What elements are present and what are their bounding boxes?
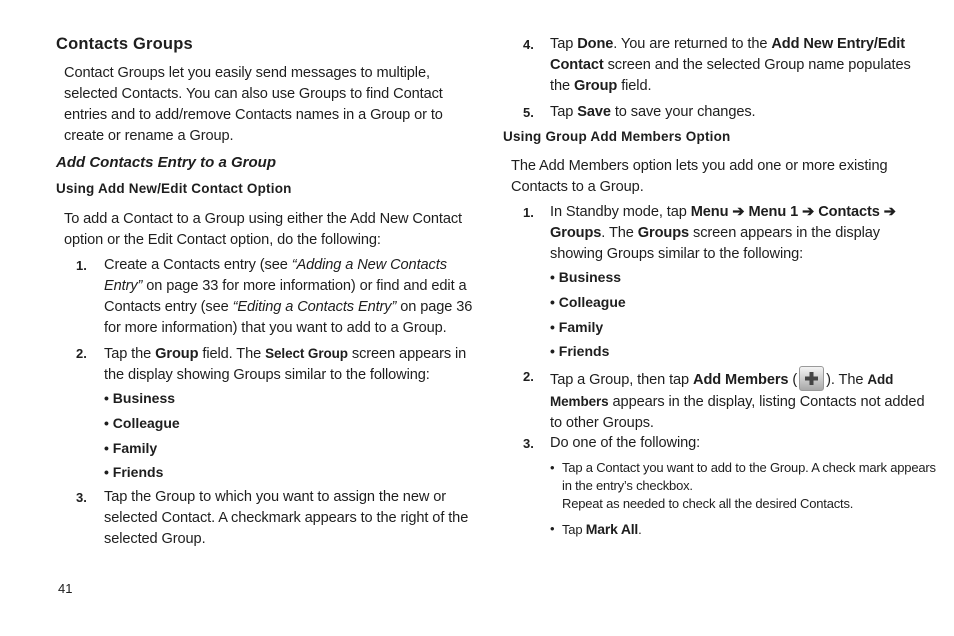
- text: Tap: [550, 104, 578, 120]
- option-heading: Using Group Add Members Option: [503, 129, 731, 144]
- ui-term: Edit: [877, 36, 905, 52]
- text: In Standby mode, tap: [550, 204, 691, 220]
- arrow-icon: ➔: [879, 204, 896, 220]
- list-item: • Friends: [104, 464, 164, 480]
- text: Tap the Group to which you want to assign the new or: [104, 489, 447, 505]
- ui-term: Mark All: [585, 521, 639, 537]
- list-item: • Family: [550, 319, 604, 335]
- option-intro: [64, 209, 462, 251]
- text: on page 36: [396, 299, 473, 315]
- text: (: [788, 372, 798, 388]
- text: . The: [601, 225, 638, 241]
- group-name: Friends: [112, 464, 164, 480]
- sub-bullet: •: [550, 460, 555, 475]
- group-name: Friends: [558, 343, 610, 359]
- text: the display showing Groups similar to the following:: [104, 367, 430, 383]
- text: field. The: [198, 346, 266, 362]
- step-number: 2.: [76, 346, 87, 361]
- text: Contacts entry (see: [104, 299, 233, 315]
- ui-term: Add Members: [693, 372, 789, 388]
- text: screen appears in the display: [689, 225, 880, 241]
- text: Tap a Contact you want to add to the Group. A check mark appears: [562, 460, 936, 475]
- group-name: Business: [112, 390, 176, 406]
- text: .: [638, 522, 642, 537]
- list-item: • Business: [550, 269, 622, 285]
- intro-line: Contact Groups let you easily send messages to multiple,: [64, 65, 430, 81]
- ui-term: Groups: [637, 225, 690, 241]
- ui-term: Group: [573, 78, 618, 94]
- text: for more information) that you want to add to a Group.: [104, 320, 447, 336]
- text: to save your changes.: [610, 104, 756, 120]
- step-number: 2.: [523, 369, 534, 384]
- text: selected Contact. A checkmark appears to the right of the: [104, 510, 469, 526]
- text: on page 33 for more information) or find and edit a: [142, 278, 467, 294]
- page-number: 41: [58, 581, 73, 596]
- intro-line: entries and to add/remove Contacts names in a Group or to: [64, 107, 443, 123]
- text: showing Groups similar to the following:: [550, 246, 804, 262]
- step-3: [550, 433, 700, 454]
- group-name: Colleague: [558, 294, 626, 310]
- ui-term: Select Group: [265, 346, 348, 361]
- step-number: 1.: [76, 258, 87, 273]
- text: appears in the display, listing Contacts not added: [608, 394, 925, 410]
- list-item: • Friends: [550, 343, 610, 359]
- text: /: [873, 36, 878, 52]
- step-4: [550, 34, 911, 97]
- step-3: [104, 487, 468, 550]
- add-members-button-icon: [799, 366, 824, 391]
- intro-line: create or rename a Group.: [64, 128, 234, 144]
- text: . You are returned to the: [613, 36, 772, 52]
- ui-term: Save: [577, 104, 611, 120]
- arrow-icon: ➔: [798, 204, 819, 220]
- sub-bullet-text: [562, 520, 642, 539]
- text: Do one of the following:: [550, 435, 701, 451]
- option-intro: [511, 156, 887, 198]
- text: the: [550, 78, 574, 94]
- cross-reference: “Adding a New Contacts: [291, 257, 447, 273]
- option-intro-line: The Add Members option lets you add one or more existing: [511, 158, 888, 174]
- plus-icon: [804, 371, 819, 386]
- text: Create a Contacts entry (see: [104, 257, 292, 273]
- intro-paragraph: [64, 63, 443, 147]
- text: screen appears in: [347, 346, 467, 362]
- list-item: • Business: [104, 390, 176, 406]
- group-name: Business: [558, 269, 622, 285]
- text: selected Group.: [104, 531, 206, 547]
- step-2: [104, 343, 466, 386]
- text: field.: [617, 78, 652, 94]
- step-number: 5.: [523, 105, 534, 120]
- step-1: [104, 255, 472, 339]
- group-name: Colleague: [112, 415, 180, 431]
- ui-term: Members: [550, 394, 609, 409]
- text: Tap: [562, 522, 586, 537]
- option-intro-line: To add a Contact to a Group using either the Add New Contact: [64, 211, 463, 227]
- text: Tap a Group, then tap: [550, 372, 694, 388]
- arrow-icon: ➔: [728, 204, 749, 220]
- ui-term: Menu 1: [748, 204, 799, 220]
- step-1: [550, 202, 896, 265]
- option-intro-line: option or the Edit Contact option, do the following:: [64, 232, 381, 248]
- ui-term: Groups: [550, 225, 602, 241]
- subheading: Add Contacts Entry to a Group: [56, 154, 277, 171]
- sub-bullet: •: [550, 521, 555, 536]
- cross-reference: Entry”: [104, 278, 143, 294]
- step-number: 4.: [523, 37, 534, 52]
- group-name: Family: [112, 440, 158, 456]
- intro-line: selected Contacts. You can also use Groups to find Contact: [64, 86, 443, 102]
- ui-term: Contacts: [818, 204, 880, 220]
- text: screen and the selected Group name populates: [603, 57, 911, 73]
- ui-term: Done: [577, 36, 614, 52]
- ui-term: Add New Entry: [771, 36, 874, 52]
- option-intro-line: Contacts to a Group.: [511, 179, 644, 195]
- text: in the entry’s checkbox.: [562, 478, 693, 493]
- ui-term: Add: [867, 372, 894, 387]
- step-number: 3.: [76, 490, 87, 505]
- text: ). The: [826, 372, 868, 388]
- list-item: • Family: [104, 440, 158, 456]
- list-item: • Colleague: [104, 415, 180, 431]
- sub-bullet-text: [562, 459, 936, 513]
- ui-term: Menu: [690, 204, 729, 220]
- cross-reference: “Editing a Contacts Entry”: [232, 299, 397, 315]
- step-5: [550, 102, 756, 123]
- option-heading: Using Add New/Edit Contact Option: [56, 181, 292, 196]
- step-number: 3.: [523, 436, 534, 451]
- text: Tap the: [104, 346, 156, 362]
- text: Tap: [550, 36, 578, 52]
- list-item: • Colleague: [550, 294, 626, 310]
- group-name: Family: [558, 319, 604, 335]
- step-2: [550, 366, 924, 434]
- ui-term: Group: [155, 346, 199, 362]
- text: to other Groups.: [550, 415, 654, 431]
- step-number: 1.: [523, 205, 534, 220]
- section-title: Contacts Groups: [56, 35, 193, 53]
- text: Repeat as needed to check all the desired Contacts.: [562, 496, 854, 511]
- ui-term: Contact: [550, 57, 604, 73]
